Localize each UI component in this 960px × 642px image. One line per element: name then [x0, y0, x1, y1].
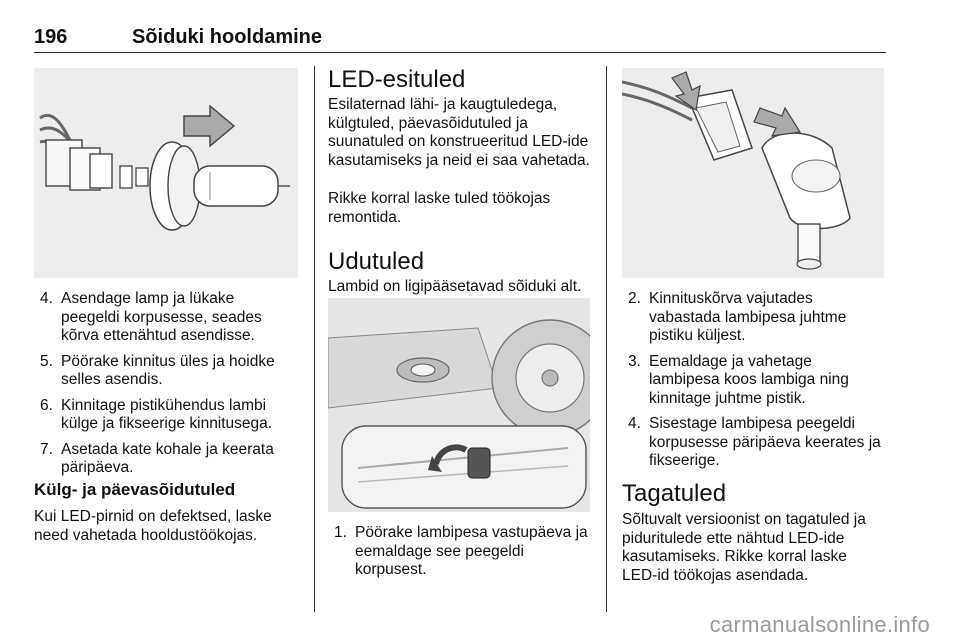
step-number: 4. — [40, 290, 53, 307]
step-number: 1. — [334, 524, 347, 541]
step-number: 4. — [628, 415, 641, 432]
list-item — [622, 290, 886, 346]
rear-lights-text: Sõltuvalt versioonist on tagatuled ja piduritulede ette nähtud LED-ide kasutamiseks. Rikke korral laske LED-id töökojas asendada. — [622, 511, 866, 584]
step-number: 5. — [40, 352, 53, 370]
list-item — [622, 353, 886, 409]
watermark: carmanualsonline.info — [709, 612, 930, 637]
right-steps — [622, 290, 886, 478]
left-steps — [34, 290, 290, 485]
fog-lights-heading: Udutuled — [328, 248, 425, 275]
side-lights-text: Kui LED-pirnid on defektsed, laske need vahetada hooldustöökojas. — [34, 508, 272, 544]
middle-steps — [328, 524, 592, 587]
column-divider-right — [606, 66, 607, 612]
list-item — [34, 290, 290, 346]
step-number: 7. — [40, 440, 53, 458]
step-text: Asendage lamp ja lükake peegeldi korpusesse, seades kõrva ettenähtud asendisse. — [61, 290, 262, 344]
section-title: Sõiduki hooldamine — [132, 26, 323, 48]
bulb-holder-illustration — [622, 68, 884, 278]
rear-lights-heading: Tagatuled — [622, 480, 727, 507]
led-paragraph-1: Esilaternad lähi- ja kaugtuledega, külgtuled, päevasõidutuled ja suunatuled on konstrueeritud LED-ide kasutamiseks ja neid ei saa vahetada. — [328, 96, 590, 169]
step-text: Sisestage lambipesa peegeldi korpusesse päripäeva keerates ja fikseerige. — [649, 415, 881, 469]
step-text: Kinnitage pistikühendus lambi külge ja fikseerige kinnitusega. — [61, 396, 273, 432]
step-text: Pöörake kinnitus üles ja hoidke selles asendis. — [61, 352, 275, 388]
page-number: 196 — [34, 26, 68, 48]
side-lights-heading: Külg- ja päevasõidutuled — [34, 480, 236, 499]
led-paragraph-2: Rikke korral laske tuled töökojas remontida. — [328, 190, 551, 226]
step-number: 3. — [628, 352, 641, 370]
page-header — [34, 24, 886, 53]
list-item — [34, 441, 290, 478]
led-headlights-heading: LED-esituled — [328, 66, 466, 93]
step-text: Asetada kate kohale ja keerata päripäeva. — [61, 440, 274, 476]
list-item — [622, 415, 886, 471]
list-item — [34, 397, 290, 434]
halogen-bulb-illustration — [34, 68, 298, 278]
step-number: 6. — [40, 396, 53, 414]
fog-light-illustration — [328, 298, 590, 512]
step-text: Eemaldage ja vahetage lambipesa koos lambiga ning kinnitage juhtme pistik. — [649, 352, 849, 407]
fog-lights-text: Lambid on ligipääsetavad sõiduki alt. — [328, 278, 582, 295]
list-item — [34, 353, 290, 390]
step-text: Kinnituskõrva vajutades vabastada lambipesa juhtme pistiku küljest. — [649, 290, 847, 344]
list-item — [328, 524, 592, 580]
step-text: Pöörake lambipesa vastupäeva ja eemaldage see peegeldi korpusest. — [355, 524, 588, 578]
step-number: 2. — [628, 290, 641, 307]
column-divider-left — [314, 66, 315, 612]
